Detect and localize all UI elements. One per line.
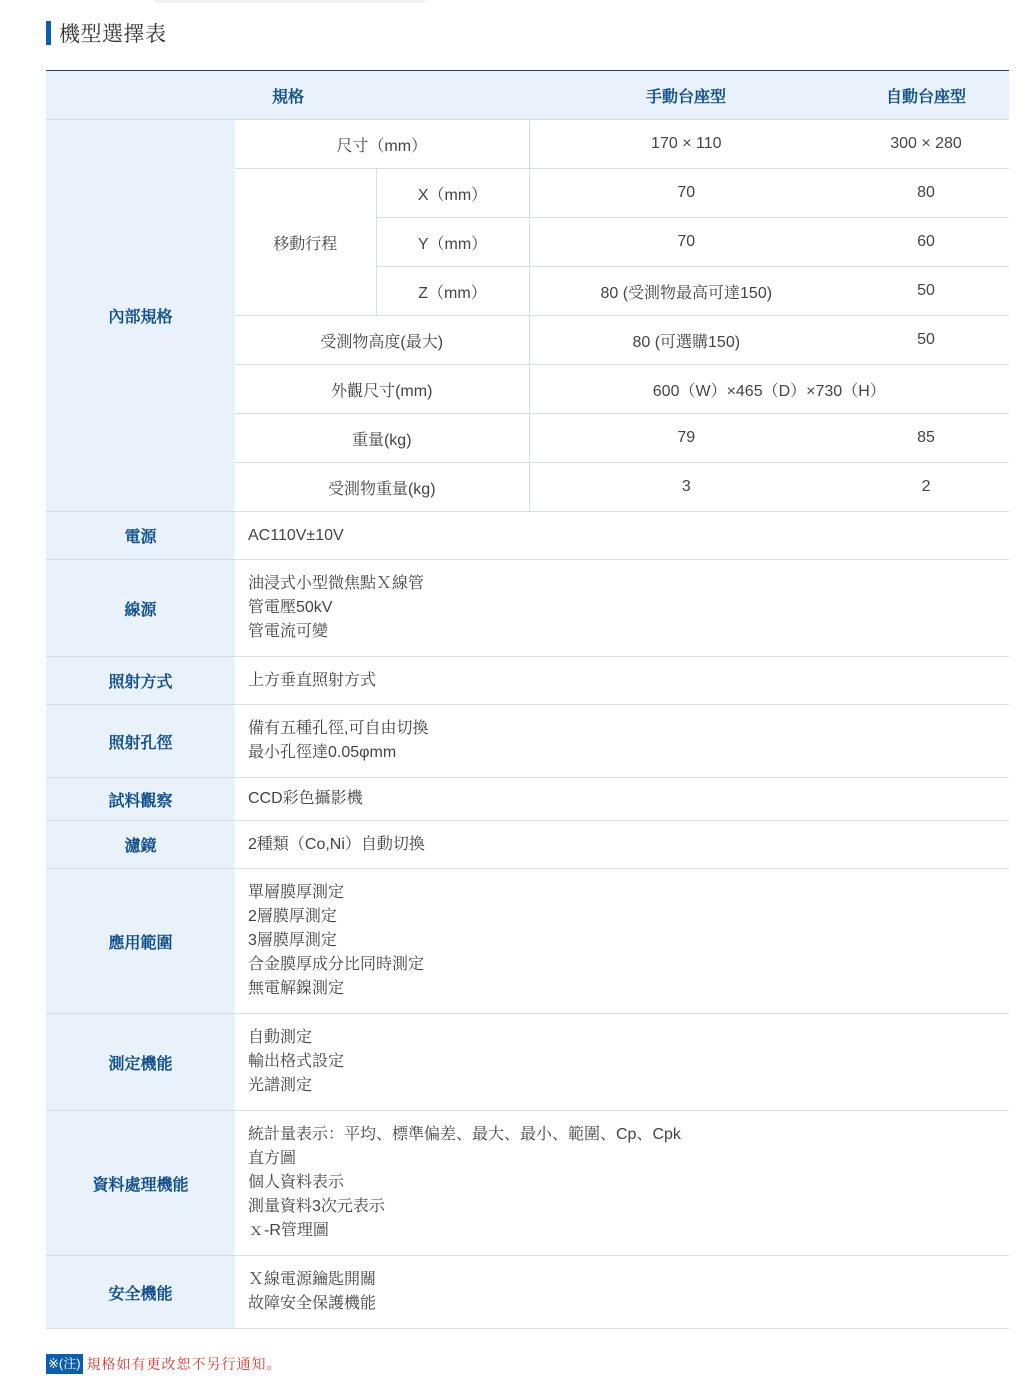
cell-size-label: 尺寸（mm） xyxy=(235,120,529,169)
cell-filter-value: 2種類（Co,Ni）自動切換 xyxy=(235,821,1009,869)
spec-table xyxy=(46,70,1009,1329)
list-item: 管電流可變 xyxy=(248,623,329,640)
list-item: 光譜測定 xyxy=(248,1077,313,1094)
cell-power-value: AC110V±10V xyxy=(235,512,1009,560)
list-item: 測量資料3次元表示 xyxy=(248,1198,385,1215)
cell-weight-manual: 79 xyxy=(529,414,843,463)
list-item: 合金膜厚成分比同時測定 xyxy=(248,956,425,973)
row-label-application: 應用範圍 xyxy=(46,869,235,1014)
cell-measurement-lines xyxy=(235,1014,1009,1111)
cell-irradiation-value: 上方垂直照射方式 xyxy=(235,657,1009,705)
title-accent-bar xyxy=(46,21,51,45)
row-label-filter: 濾鏡 xyxy=(46,821,235,869)
cell-sample-weight-manual: 3 xyxy=(529,463,843,512)
cell-travel-label: 移動行程 xyxy=(235,169,376,316)
section-title-text: 機型選擇表 xyxy=(59,23,167,46)
table-row xyxy=(46,560,1009,657)
header-auto: 自動台座型 xyxy=(843,71,1009,120)
list-item: 直方圖 xyxy=(248,1150,297,1167)
table-row xyxy=(46,1256,1009,1329)
row-label-internal: 內部規格 xyxy=(46,120,235,512)
table-row xyxy=(46,120,1009,169)
section-title xyxy=(46,20,167,46)
cell-x-manual: 70 xyxy=(529,169,843,218)
top-divider xyxy=(155,0,425,3)
row-label-irradiation: 照射方式 xyxy=(46,657,235,705)
table-row xyxy=(46,1111,1009,1256)
list-item: 備有五種孔徑,可自由切換 xyxy=(248,720,429,737)
cell-y-label: Y（mm） xyxy=(376,218,529,267)
list-item: 故障安全保護機能 xyxy=(248,1295,377,1312)
list-item: 單層膜厚測定 xyxy=(248,884,345,901)
list-item: 2層膜厚測定 xyxy=(248,908,337,925)
table-row xyxy=(46,657,1009,705)
table-row xyxy=(46,1014,1009,1111)
list-item: 統計量表示：平均、標準偏差、最大、最小、範圍、Cp、Cpk xyxy=(248,1126,681,1143)
header-manual: 手動台座型 xyxy=(529,71,843,120)
cell-size-manual: 170 × 110 xyxy=(529,120,843,169)
row-label-source: 線源 xyxy=(46,560,235,657)
cell-safety-lines xyxy=(235,1256,1009,1329)
footnote xyxy=(46,1354,282,1374)
cell-height-label: 受測物高度(最大) xyxy=(235,316,529,365)
table-row xyxy=(46,512,1009,560)
row-label-power: 電源 xyxy=(46,512,235,560)
cell-outer-value: 600（W）×465（D）×730（H） xyxy=(529,365,1009,414)
table-header-row xyxy=(46,71,1009,120)
list-item: 自動測定 xyxy=(248,1029,313,1046)
row-label-data-processing: 資料處理機能 xyxy=(46,1111,235,1256)
list-item: 管電壓50kV xyxy=(248,599,333,616)
cell-outer-label: 外觀尺寸(mm) xyxy=(235,365,529,414)
cell-height-auto: 50 xyxy=(843,316,1009,365)
row-label-safety: 安全機能 xyxy=(46,1256,235,1329)
footnote-badge: ※(注) xyxy=(46,1354,83,1374)
cell-weight-label: 重量(kg) xyxy=(235,414,529,463)
cell-z-auto: 50 xyxy=(843,267,1009,316)
list-item: Ｘ線電源鑰匙開關 xyxy=(248,1271,377,1288)
cell-source-lines xyxy=(235,560,1009,657)
cell-height-manual: 80 (可選購150) xyxy=(529,316,843,365)
cell-observation-value: CCD彩色攝影機 xyxy=(235,778,1009,821)
cell-x-label: X（mm） xyxy=(376,169,529,218)
row-label-observation: 試料觀察 xyxy=(46,778,235,821)
header-spec: 規格 xyxy=(46,71,529,120)
cell-application-lines xyxy=(235,869,1009,1014)
list-item: 無電解鎳測定 xyxy=(248,980,345,997)
table-row xyxy=(46,778,1009,821)
list-item: 油浸式小型微焦點Ｘ線管 xyxy=(248,575,425,592)
list-item: 最小孔徑達0.05φmm xyxy=(248,744,397,761)
table-row xyxy=(46,869,1009,1014)
cell-weight-auto: 85 xyxy=(843,414,1009,463)
list-item: 輸出格式設定 xyxy=(248,1053,345,1070)
cell-sample-weight-label: 受測物重量(kg) xyxy=(235,463,529,512)
cell-data-processing-lines xyxy=(235,1111,1009,1256)
cell-z-manual: 80 (受測物最高可達150) xyxy=(529,267,843,316)
row-label-measurement: 測定機能 xyxy=(46,1014,235,1111)
cell-z-label: Z（mm） xyxy=(376,267,529,316)
table-row xyxy=(46,821,1009,869)
cell-size-auto: 300 × 280 xyxy=(843,120,1009,169)
cell-sample-weight-auto: 2 xyxy=(843,463,1009,512)
cell-y-manual: 70 xyxy=(529,218,843,267)
list-item: 3層膜厚測定 xyxy=(248,932,337,949)
cell-y-auto: 60 xyxy=(843,218,1009,267)
footnote-text: 規格如有更改恕不另行通知。 xyxy=(86,1356,282,1372)
row-label-aperture: 照射孔徑 xyxy=(46,705,235,778)
list-item: 個人資料表示 xyxy=(248,1174,345,1191)
list-item: ｘ-R管理圖 xyxy=(248,1222,329,1239)
cell-aperture-lines xyxy=(235,705,1009,778)
cell-x-auto: 80 xyxy=(843,169,1009,218)
table-row xyxy=(46,705,1009,778)
